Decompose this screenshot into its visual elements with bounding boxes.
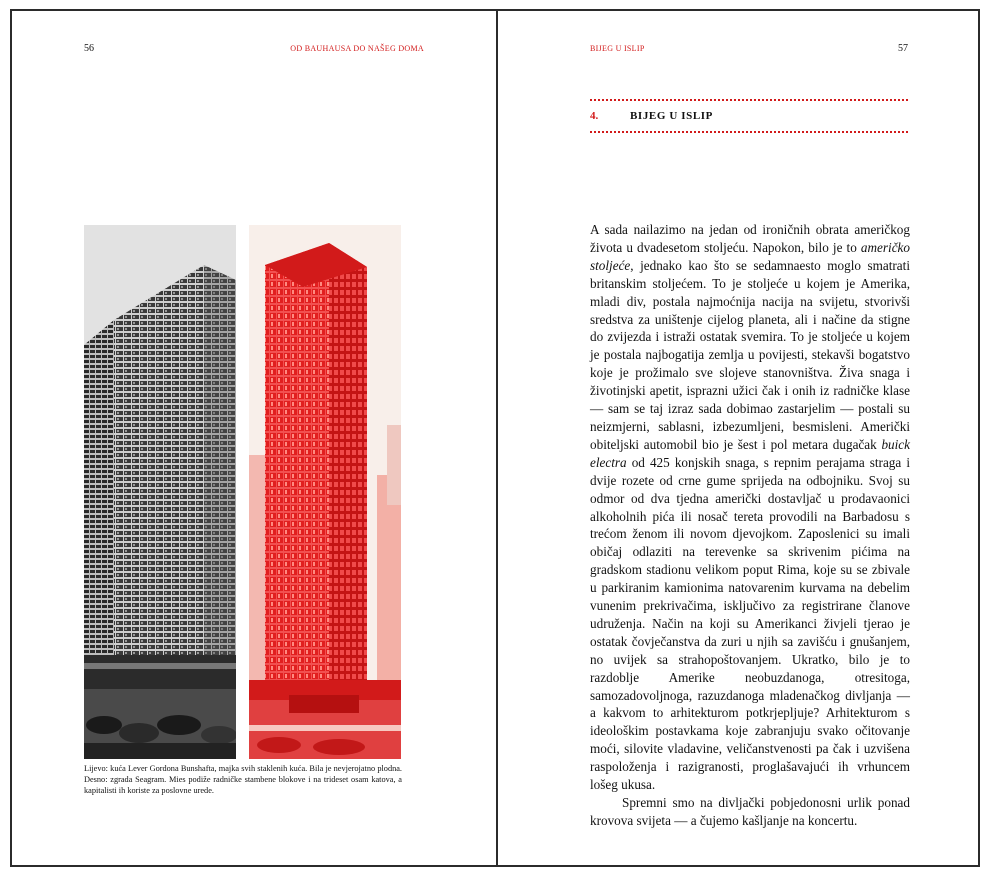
chapter-body [590,221,910,830]
running-head-right: BIJEG U ISLIP [590,44,645,53]
paragraph-1-emphasis-2: buick electra [590,436,910,470]
paragraph-1-part-b: , jednako kao što se sedamnaesto moglo smatrati britanskim stoljećem. To je stoljeće u kojem je Amerika, mladi div, postala najmoćnija nacija na svijetu, stvorivši sredstva za uništenje cijelog planeta, ali i načine da stigne do zvijezda i istraži ostatak svemira. To je stoljeće u kojem je postala najbogatija zemlja u povijesti, stekavši bogatstvo koje je prožimalo sve slojeve stanovništva. Živa snaga i životinjski apetit, isprazni užici čak i onih iz radničke klase — sam se taj izraz sada dobimao zastarjelim — postali su neizmjerni, sablasni, izbezumljeni, besmisleni. Američki obiteljski automobil bio je šest i pol metara dugačak [590,257,910,452]
running-head-left: OD BAUHAUSA DO NAŠEG DOMA [290,44,424,53]
paragraph-1-part-c: od 425 konjskih snaga, s repnim perajama straga i dvije rozete od crne gume sprijeda na odbojniku. Svoj su odmor od dva tjedna američki dostavljač u prodavaonici alkoholnih pića ili nosač tereta provodili na Barbadosu s trećom ženom ili novom djevojkom. Zaposlenici su imali običaj odlaziti na terevenke sa skrivenim pićima na gradskom stadionu velikom poput Rima, koje su se zbivale u parkiranim kamionima natovarenim kurvama na debelim vunenim prekrivačima, isključivo za registrirane članove udruženja. Način na koji su Amerikanci živjeli tjerao je ostatak čovječanstva da zuri u njih sa zavišću i gnušanjem, no uvijek sa strahopoštovanjem. Ukratko, bilo je to razdoblje Amerike neobuzdanoga, otresitoga, samozadovoljnoga, razuzdanoga mladenačkog divljanja — a kakvom to arhitekturom potkrjepljuje? Arhitekturom s ideološkim postavkama koje zabranjuju svako očitovanje moći, silovite vladavine, veličanstvenosti pa čak i uzvišena raspoloženja i razigranosti, proglašavajući ih vrhuncem lošeg ukusa. [590,454,910,793]
page-number-right: 57 [898,43,908,54]
page-number-left: 56 [84,43,94,54]
paragraph-1-part-a: A sada nailazimo na jedan od ironičnih obrata američkog života u dvadesetom stoljeću. Napokon, bilo je to [590,222,910,255]
chapter-title: BIJEG U ISLIP [630,110,713,122]
photo-seagram-building [249,225,401,759]
chapter-heading-row [590,101,908,131]
lever-house-illustration [84,225,236,759]
chapter-heading [590,99,908,133]
paragraph-1 [590,221,910,794]
seagram-building-illustration [249,225,401,759]
photo-caption: Lijevo: kuća Lever Gordona Bunshafta, majka svih staklenih kuća. Bila je nevjerojatno plodna. Desno: zgrada Seagram. Mies podiže radničke stambene blokove i na trideset osam katova, a kapitalisti ih koriste za poslovne urede. [84,764,402,796]
right-page [498,11,980,865]
photo-lever-house [84,225,236,759]
chapter-number: 4. [590,110,599,122]
dotted-rule-bottom [590,131,908,133]
left-page [12,11,496,865]
paragraph-2: Spremni smo na divljački pobjedonosni urlik ponad krovova svijeta — a čujemo kašljanje na koncertu. [590,795,910,828]
paragraph-1-emphasis-1: američko stoljeće [590,239,910,273]
book-spread [10,9,980,867]
